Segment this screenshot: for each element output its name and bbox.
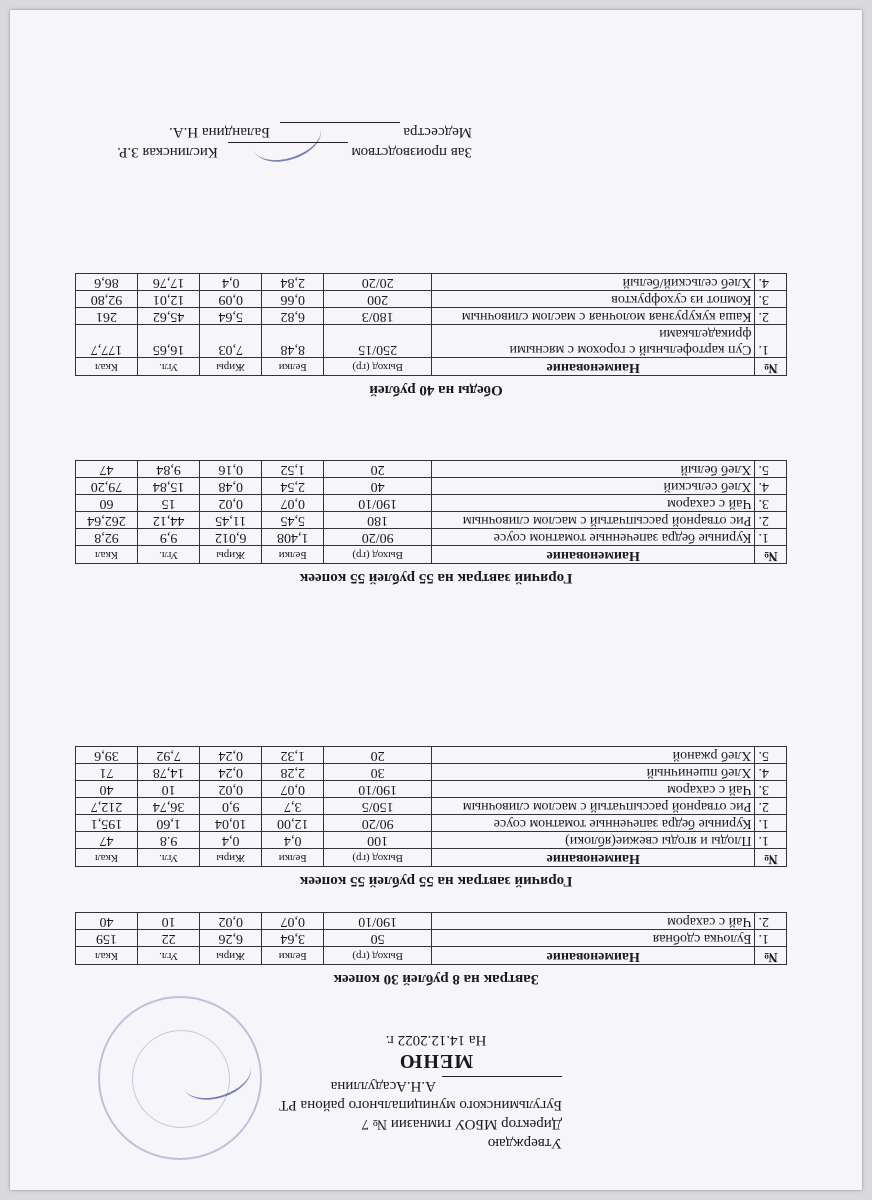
column-header-fat: Жиры xyxy=(200,546,262,564)
cell-protein: 5,45 xyxy=(262,512,324,529)
cell-fat: 0,16 xyxy=(200,461,262,478)
cell-fat: 0,02 xyxy=(200,781,262,798)
cell-output: 90/20 xyxy=(324,529,432,546)
column-header-num: № xyxy=(755,849,787,867)
cell-carbs: 12,01 xyxy=(138,291,200,308)
table-row xyxy=(76,495,787,512)
column-header-carbs: Угл. xyxy=(138,849,200,867)
cell-name: Хлеб сельский xyxy=(432,478,755,495)
table-row xyxy=(76,815,787,832)
cell-num: 1. xyxy=(755,832,787,849)
cell-fat: 10,04 xyxy=(200,815,262,832)
menu-table xyxy=(75,912,787,965)
menu-date: На 14.12.2022 г. xyxy=(385,1032,487,1048)
table-row xyxy=(76,930,787,947)
table-header-row xyxy=(76,546,787,564)
footer-line-1 xyxy=(117,142,472,162)
nurse-name: Баландина Н.А. xyxy=(168,124,270,140)
menu-table xyxy=(75,273,787,376)
cell-output: 90/20 xyxy=(324,815,432,832)
column-header-carbs: Угл. xyxy=(138,546,200,564)
table-row xyxy=(76,308,787,325)
table-row xyxy=(76,529,787,546)
rotated-document xyxy=(10,10,862,1190)
table-row xyxy=(76,461,787,478)
table-header-row xyxy=(76,358,787,376)
column-header-kcal: Ккал xyxy=(76,358,138,376)
menu-table xyxy=(75,460,787,564)
cell-name: Куриные бедра запеченные томатном соусе xyxy=(432,529,755,546)
column-header-kcal: Ккал xyxy=(76,849,138,867)
cell-output: 180 xyxy=(324,512,432,529)
cell-kcal: 79,20 xyxy=(76,478,138,495)
cell-kcal: 40 xyxy=(76,781,138,798)
column-header-name: Наименование xyxy=(432,358,755,376)
cell-num: 4. xyxy=(755,274,787,291)
cell-output: 20 xyxy=(324,461,432,478)
cell-name: Компот из сухофруктов xyxy=(432,291,755,308)
cell-fat: 0,02 xyxy=(200,913,262,930)
table-header-row xyxy=(76,849,787,867)
column-header-name: Наименование xyxy=(432,849,755,867)
column-header-kcal: Ккал xyxy=(76,546,138,564)
column-header-protein: Белки xyxy=(262,546,324,564)
column-header-output: Выход (гр) xyxy=(324,358,432,376)
footer-line-2 xyxy=(117,122,472,142)
column-header-output: Выход (гр) xyxy=(324,947,432,965)
cell-output: 20/20 xyxy=(324,274,432,291)
cell-num: 3. xyxy=(755,781,787,798)
cell-carbs: 7,92 xyxy=(138,747,200,764)
cell-output: 50 xyxy=(324,930,432,947)
menu-table xyxy=(75,746,787,867)
cell-name: Булочка сдобная xyxy=(432,930,755,947)
section-title: Завтрак на 8 рублей 30 копеек xyxy=(333,971,539,987)
approval-block xyxy=(42,1076,562,1152)
cell-carbs: 9,84 xyxy=(138,461,200,478)
cell-fat: 0,02 xyxy=(200,495,262,512)
cell-output: 190/10 xyxy=(324,781,432,798)
cell-carbs: 1,60 xyxy=(138,815,200,832)
cell-num: 5. xyxy=(755,461,787,478)
column-header-num: № xyxy=(755,947,787,965)
column-header-protein: Белки xyxy=(262,358,324,376)
cell-protein: 1,52 xyxy=(262,461,324,478)
cell-kcal: 86,6 xyxy=(76,274,138,291)
cell-num: 2. xyxy=(755,308,787,325)
cell-carbs: 9,9 xyxy=(138,529,200,546)
column-header-protein: Белки xyxy=(262,849,324,867)
section-title: Обеды на 40 рублей xyxy=(369,382,503,398)
cell-carbs: 9.8 xyxy=(138,832,200,849)
cell-output: 200 xyxy=(324,291,432,308)
cell-fat: 0,24 xyxy=(200,764,262,781)
column-header-fat: Жиры xyxy=(200,849,262,867)
column-header-carbs: Угл. xyxy=(138,358,200,376)
approval-line-3: Бугульминского муниципального района РТ xyxy=(279,1097,562,1113)
column-header-kcal: Ккал xyxy=(76,947,138,965)
column-header-output: Выход (гр) xyxy=(324,849,432,867)
cell-kcal: 177,7 xyxy=(76,325,138,358)
cell-kcal: 60 xyxy=(76,495,138,512)
column-header-output: Выход (гр) xyxy=(324,546,432,564)
footer-signatures xyxy=(117,122,472,162)
cell-num: 1. xyxy=(755,325,787,358)
approval-line-2: Директор МБОУ гимназии № 7 xyxy=(361,1116,562,1132)
cell-protein: 3,64 xyxy=(262,930,324,947)
cell-kcal: 195,1 xyxy=(76,815,138,832)
cell-protein: 2,28 xyxy=(262,764,324,781)
table-row xyxy=(76,764,787,781)
table-row xyxy=(76,274,787,291)
scanned-page xyxy=(10,10,862,1190)
director-name: А.Н.Асадуллина xyxy=(330,1078,436,1094)
cell-kcal: 47 xyxy=(76,461,138,478)
table-header-row xyxy=(76,947,787,965)
cell-fat: 0,48 xyxy=(200,478,262,495)
cell-output: 100 xyxy=(324,832,432,849)
cell-protein: 0,07 xyxy=(262,781,324,798)
cell-kcal: 262,64 xyxy=(76,512,138,529)
cell-name: Рис отварной рассыпчатый с маслом сливочным xyxy=(432,798,755,815)
cell-name: Суп картофельный с горохом с мясными фрикадельками xyxy=(432,325,755,358)
cell-name: Плоды и ягоды свежие(яблоки) xyxy=(432,832,755,849)
cell-carbs: 10 xyxy=(138,913,200,930)
cell-name: Рис отварной рассыпчатый с маслом сливочным xyxy=(432,512,755,529)
cell-fat: 6,26 xyxy=(200,930,262,947)
cell-name: Чай с сахаром xyxy=(432,781,755,798)
cell-num: 4. xyxy=(755,478,787,495)
cell-fat: 0,24 xyxy=(200,747,262,764)
table-row xyxy=(76,781,787,798)
column-header-num: № xyxy=(755,546,787,564)
cell-output: 40 xyxy=(324,478,432,495)
table-row xyxy=(76,512,787,529)
cell-output: 30 xyxy=(324,764,432,781)
column-header-name: Наименование xyxy=(432,546,755,564)
cell-kcal: 261 xyxy=(76,308,138,325)
column-header-fat: Жиры xyxy=(200,947,262,965)
cell-carbs: 10 xyxy=(138,781,200,798)
cell-num: 2. xyxy=(755,798,787,815)
cell-protein: 12,00 xyxy=(262,815,324,832)
cell-protein: 0,07 xyxy=(262,495,324,512)
cell-protein: 2,54 xyxy=(262,478,324,495)
approval-line-1: Утверждаю xyxy=(487,1135,562,1151)
table-row xyxy=(76,747,787,764)
cell-fat: 0,4 xyxy=(200,832,262,849)
cell-output: 20 xyxy=(324,747,432,764)
cell-num: 1. xyxy=(755,529,787,546)
table-row xyxy=(76,325,787,358)
cell-name: Хлеб ржаной xyxy=(432,747,755,764)
cell-protein: 0,07 xyxy=(262,913,324,930)
cell-name: Хлеб сельский/белый xyxy=(432,274,755,291)
cell-protein: 8,48 xyxy=(262,325,324,358)
chef-name: Кислинская З.Р. xyxy=(117,144,218,160)
table-row xyxy=(76,798,787,815)
cell-name: Чай с сахаром xyxy=(432,495,755,512)
cell-num: 2. xyxy=(755,913,787,930)
cell-fat: 9,0 xyxy=(200,798,262,815)
cell-kcal: 47 xyxy=(76,832,138,849)
cell-name: Хлеб пшеничный xyxy=(432,764,755,781)
table-row xyxy=(76,913,787,930)
cell-carbs: 36,74 xyxy=(138,798,200,815)
cell-name: Чай с сахаром xyxy=(432,913,755,930)
table-row xyxy=(76,832,787,849)
approval-line-4 xyxy=(42,1076,562,1095)
column-header-num: № xyxy=(755,358,787,376)
cell-protein: 6,82 xyxy=(262,308,324,325)
table-row xyxy=(76,291,787,308)
cell-carbs: 16,65 xyxy=(138,325,200,358)
cell-kcal: 159 xyxy=(76,930,138,947)
column-header-protein: Белки xyxy=(262,947,324,965)
cell-protein: 2,84 xyxy=(262,274,324,291)
cell-kcal: 71 xyxy=(76,764,138,781)
cell-protein: 1,32 xyxy=(262,747,324,764)
cell-protein: 1,408 xyxy=(262,529,324,546)
cell-num: 1. xyxy=(755,815,787,832)
cell-fat: 11,45 xyxy=(200,512,262,529)
cell-output: 190/10 xyxy=(324,913,432,930)
cell-fat: 0,09 xyxy=(200,291,262,308)
cell-kcal: 39,6 xyxy=(76,747,138,764)
section-title: Горячий завтрак на 55 рублей 55 копеек xyxy=(299,570,573,586)
cell-carbs: 15,84 xyxy=(138,478,200,495)
cell-carbs: 15 xyxy=(138,495,200,512)
column-header-fat: Жиры xyxy=(200,358,262,376)
cell-carbs: 17,76 xyxy=(138,274,200,291)
cell-output: 250/15 xyxy=(324,325,432,358)
cell-name: Каша кукурузная молочная с маслом сливочным xyxy=(432,308,755,325)
nurse-role: Медсестра xyxy=(403,124,472,140)
cell-carbs: 14,78 xyxy=(138,764,200,781)
section-title: Горячий завтрак на 55 рублей 55 копеек xyxy=(299,873,573,889)
cell-fat: 7,03 xyxy=(200,325,262,358)
cell-fat: 6,012 xyxy=(200,529,262,546)
column-header-name: Наименование xyxy=(432,947,755,965)
cell-kcal: 92,80 xyxy=(76,291,138,308)
cell-num: 3. xyxy=(755,291,787,308)
cell-kcal: 40 xyxy=(76,913,138,930)
cell-protein: 0,66 xyxy=(262,291,324,308)
cell-carbs: 45,62 xyxy=(138,308,200,325)
cell-name: Хлеб белый xyxy=(432,461,755,478)
cell-num: 4. xyxy=(755,764,787,781)
cell-protein: 0,4 xyxy=(262,832,324,849)
cell-fat: 0,4 xyxy=(200,274,262,291)
cell-name: Куриные бедра запеченные томатном соусе xyxy=(432,815,755,832)
cell-protein: 3,7 xyxy=(262,798,324,815)
cell-output: 180/3 xyxy=(324,308,432,325)
column-header-carbs: Угл. xyxy=(138,947,200,965)
cell-kcal: 212,7 xyxy=(76,798,138,815)
cell-carbs: 44,12 xyxy=(138,512,200,529)
cell-num: 5. xyxy=(755,747,787,764)
cell-num: 2. xyxy=(755,512,787,529)
table-row xyxy=(76,478,787,495)
cell-num: 1. xyxy=(755,930,787,947)
cell-output: 190/10 xyxy=(324,495,432,512)
cell-fat: 5,64 xyxy=(200,308,262,325)
menu-title: МЕНЮ xyxy=(398,1050,474,1072)
cell-output: 150/5 xyxy=(324,798,432,815)
cell-carbs: 22 xyxy=(138,930,200,947)
cell-num: 3. xyxy=(755,495,787,512)
cell-kcal: 92,8 xyxy=(76,529,138,546)
chef-role: Зав производством xyxy=(351,144,472,160)
